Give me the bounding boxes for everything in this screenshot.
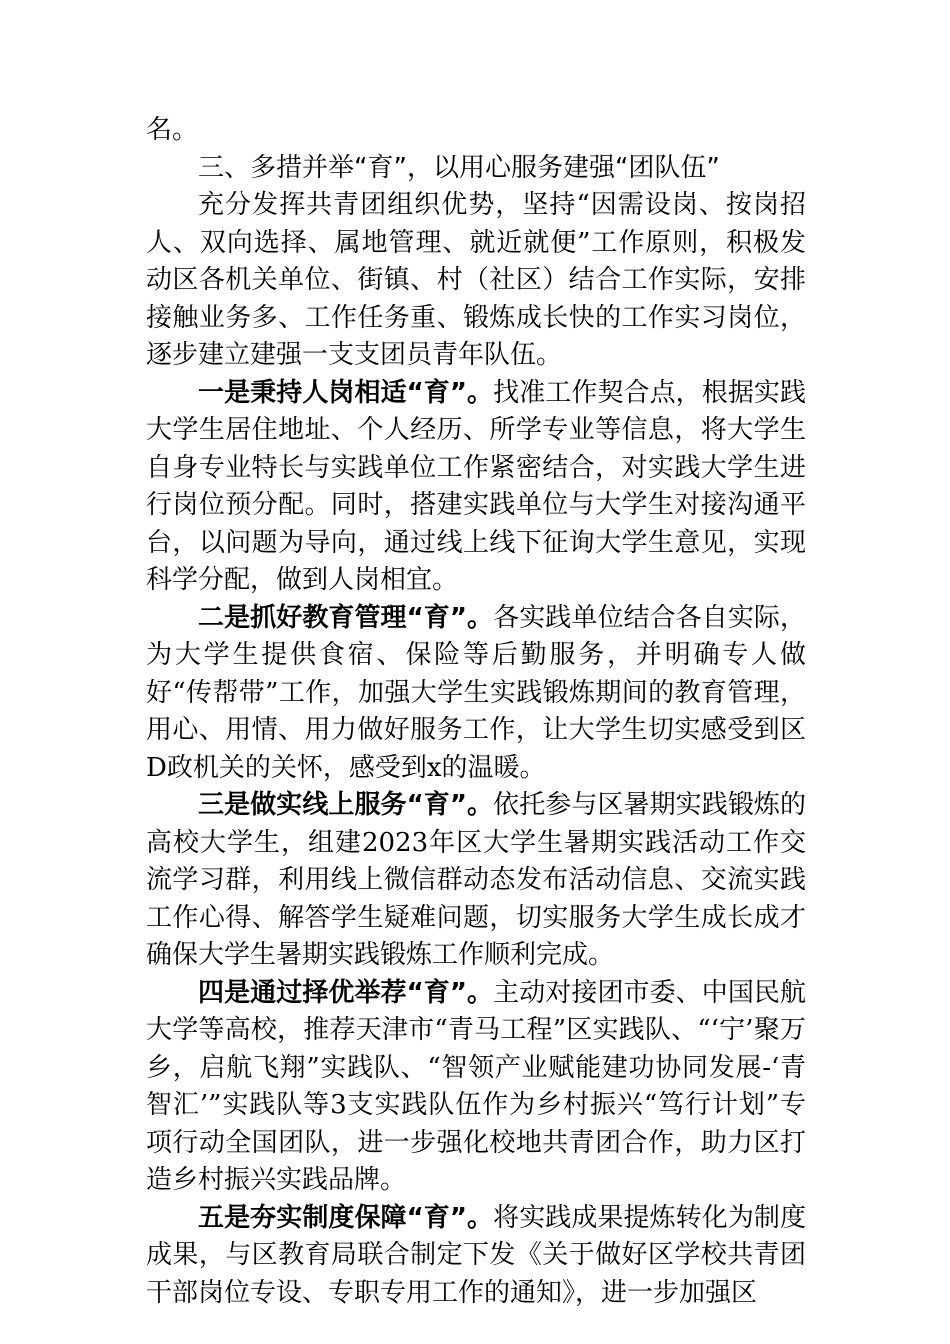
paragraph-text: 主动对接团市委、中国民航大学等高校，推荐天津市“青马工程”区实践队、“‘宁’聚万乡，启航飞翔”实践队、“智领产业赋能建功协同发展-‘青智汇’”实践队等3支实践队伍作为乡村振兴“笃行计划”专项行动全国团队，进一步强化校地共青团合作，助力区打造乡村振兴实践品牌。: [146, 977, 806, 1195]
paragraph-text: 找准工作契合点，根据实践大学生居住地址、个人经历、所学专业等信息，将大学生自身专业特长与实践单位工作紧密结合，对实践大学生进行岗位预分配。同时，搭建实践单位与大学生对接沟通平台，以问题为导向，通过线上线下征询大学生意见，实现科学分配，做到人岗相宜。: [146, 377, 806, 595]
point-lead: 一是秉持人岗相适“育”。: [198, 377, 494, 408]
paragraph-text: 依托参与区暑期实践锻炼的高校大学生，组建2023年区大学生暑期实践活动工作交流学习群，利用线上微信群动态发布活动信息、交流实践工作心得、解答学生疑难问题，切实服务大学生成长成才确保大学生暑期实践锻炼工作顺利完成。: [146, 790, 806, 970]
point-lead: 五是夯实制度保障“育”。: [198, 1202, 494, 1233]
paragraph-point-5: [146, 1200, 806, 1313]
paragraph-point-2: [146, 600, 806, 788]
paragraph-point-1: [146, 375, 806, 600]
paragraph-text: 各实践单位结合各自实际，为大学生提供食宿、保险等后勤服务，并明确专人做好“传帮带”工作，加强大学生实践锻炼期间的教育管理，用心、用情、用力做好服务工作，让大学生切实感受到区D政机关的关怀，感受到x的温暖。: [146, 602, 806, 783]
point-lead: 二是抓好教育管理“育”。: [198, 602, 494, 633]
paragraph-text: 名。: [146, 115, 199, 145]
paragraph-text: 充分发挥共青团组织优势，坚持“因需设岗、按岗招人、双向选择、属地管理、就近就便”工作原则，积极发动区各机关单位、街镇、村（社区）结合工作实际，安排接触业务多、工作任务重、锻炼成长快的工作实习岗位，逐步建立建强一支支团员青年队伍。: [146, 190, 806, 370]
paragraph-point-4: [146, 975, 806, 1200]
paragraph-text: 将实践成果提炼转化为制度成果，与区教育局联合制定下发《关于做好区学校共青团干部岗位专设、专职专用工作的通知》，进一步加强区: [146, 1202, 806, 1308]
point-lead: 四是通过择优举荐“育”。: [198, 977, 494, 1008]
point-lead: 三是做实线上服务“育”。: [198, 790, 494, 820]
document-page: [146, 112, 806, 1312]
section-heading: [146, 150, 806, 188]
paragraph-point-3: [146, 787, 806, 975]
paragraph-0: [146, 112, 806, 150]
heading-text: 三、多措并举“育”，以用心服务建强“团队伍”: [198, 152, 720, 183]
paragraph-intro: [146, 187, 806, 375]
